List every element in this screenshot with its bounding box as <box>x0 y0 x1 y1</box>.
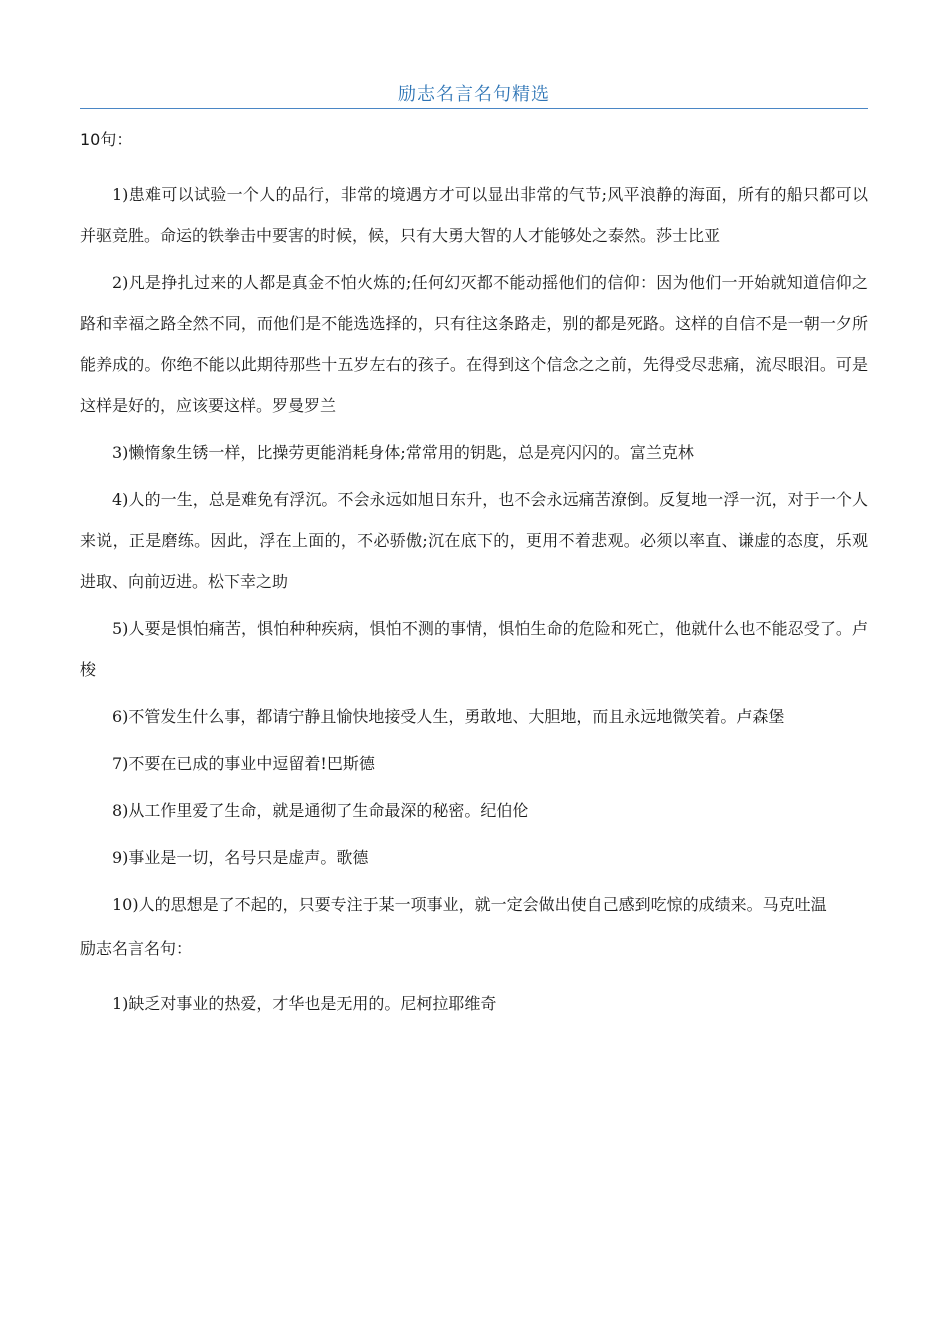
quote-paragraph: 2)凡是挣扎过来的人都是真金不怕火炼的;任何幻灭都不能动摇他们的信仰：因为他们一开始就知道信仰之路和幸福之路全然不同，而他们是不能选选择的，只有往这条路走，别的都是死路。这样的自信不是一朝一夕所能养成的。你绝不能以此期待那些十五岁左右的孩子。在得到这个信念之之前，先得受尽悲痛，流尽眼泪。可是这样是好的，应该要这样。罗曼罗兰 <box>80 273 868 415</box>
quote-paragraph: 7)不要在已成的事业中逗留着!巴斯德 <box>112 754 375 773</box>
header-divider <box>80 108 868 109</box>
quote-paragraph: 6)不管发生什么事，都请宁静且愉快地接受人生，勇敢地、大胆地，而且永远地微笑着。卢森堡 <box>112 707 785 726</box>
section-heading-10-quotes: 10句： <box>80 130 133 149</box>
quote-paragraph: 4)人的一生，总是难免有浮沉。不会永远如旭日东升，也不会永远痛苦潦倒。反复地一浮一沉，对于一个人来说，正是磨练。因此，浮在上面的，不必骄傲;沉在底下的，更用不着悲观。必须以率直、谦虚的态度，乐观进取、向前迈进。松下幸之助 <box>80 490 868 591</box>
section-heading-motto: 励志名言名句： <box>80 939 193 958</box>
quote-paragraph: 1)患难可以试验一个人的品行，非常的境遇方才可以显出非常的气节;风平浪静的海面，所有的船只都可以并驱竞胜。命运的铁拳击中要害的时候，候，只有大勇大智的人才能够处之泰然。莎士比亚 <box>80 185 868 245</box>
quote-paragraph: 3)懒惰象生锈一样，比操劳更能消耗身体;常常用的钥匙，总是亮闪闪的。富兰克林 <box>112 443 694 462</box>
quote-paragraph: 9)事业是一切，名号只是虚声。歌德 <box>112 848 369 867</box>
quote-paragraph: 8)从工作里爱了生命，就是通彻了生命最深的秘密。纪伯伦 <box>112 801 529 820</box>
page-header-title: 励志名言名句精选 <box>398 84 550 105</box>
quote-paragraph: 5)人要是惧怕痛苦，惧怕种种疾病，惧怕不测的事情，惧怕生命的危险和死亡，他就什么也不能忍受了。卢梭 <box>80 619 868 679</box>
quote-paragraph: 1)缺乏对事业的热爱，才华也是无用的。尼柯拉耶维奇 <box>112 994 497 1013</box>
quote-paragraph: 10)人的思想是了不起的，只要专注于某一项事业，就一定会做出使自己感到吃惊的成绩来。马克吐温 <box>112 895 827 914</box>
document-body <box>80 126 868 1030</box>
